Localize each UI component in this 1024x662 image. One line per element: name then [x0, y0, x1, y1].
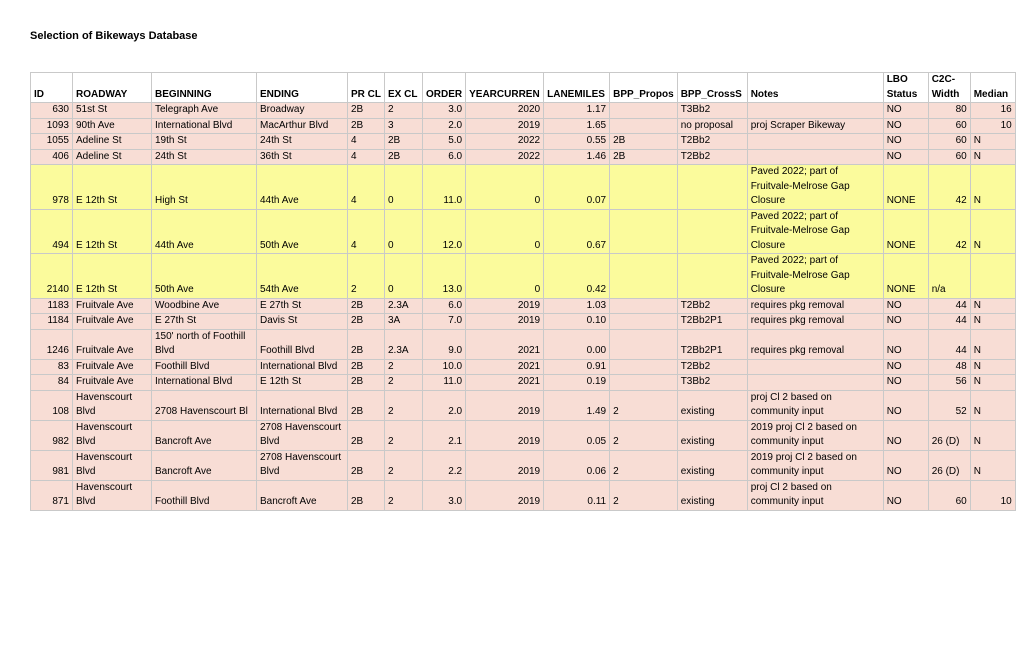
- table-cell-pr-cl: 4: [348, 209, 385, 254]
- table-cell-notes: Paved 2022; part of Fruitvale-Melrose Gap Closure: [747, 254, 883, 299]
- table-cell-bpp-crosss: T2Bb2: [677, 298, 747, 314]
- table-cell-order: 2.2: [423, 450, 466, 480]
- table-cell-beginning: 44th Ave: [152, 209, 257, 254]
- table-cell-bpp-propos: [610, 165, 678, 210]
- table-cell-lanemiles: 1.49: [544, 390, 610, 420]
- table-row: [31, 480, 1016, 510]
- table-cell-ex-cl: 3A: [385, 314, 423, 330]
- table-cell-c2c-width: 26 (D): [928, 420, 970, 450]
- table-cell-ending: Foothill Blvd: [257, 329, 348, 359]
- table-cell-roadway: E 12th St: [73, 165, 152, 210]
- table-cell-notes: [747, 103, 883, 119]
- table-cell-order: 9.0: [423, 329, 466, 359]
- table-cell-bpp-crosss: T2Bb2P1: [677, 329, 747, 359]
- table-header: [31, 73, 1016, 103]
- table-cell-lanemiles: 1.65: [544, 118, 610, 134]
- table-cell-yearcurren: 2019: [466, 314, 544, 330]
- table-cell-lanemiles: 0.10: [544, 314, 610, 330]
- table-cell-yearcurren: 2019: [466, 118, 544, 134]
- table-cell-bpp-crosss: [677, 254, 747, 299]
- table-cell-lanemiles: 0.19: [544, 375, 610, 391]
- table-cell-ex-cl: 3: [385, 118, 423, 134]
- table-cell-beginning: E 27th St: [152, 314, 257, 330]
- table-cell-ending: 50th Ave: [257, 209, 348, 254]
- table-cell-yearcurren: 2019: [466, 450, 544, 480]
- table-cell-beginning: 50th Ave: [152, 254, 257, 299]
- table-cell-beginning: 2708 Havenscourt Bl: [152, 390, 257, 420]
- table-cell-id: 871: [31, 480, 73, 510]
- table-cell-ending: International Blvd: [257, 390, 348, 420]
- table-cell-notes: proj Cl 2 based on community input: [747, 390, 883, 420]
- table-cell-id: 982: [31, 420, 73, 450]
- column-header: Median: [970, 73, 1015, 103]
- table-cell-lanemiles: 0.55: [544, 134, 610, 150]
- table-cell-pr-cl: 2B: [348, 390, 385, 420]
- table-cell-bpp-crosss: [677, 165, 747, 210]
- table-cell-lbo-status: NO: [883, 329, 928, 359]
- table-cell-median: N: [970, 450, 1015, 480]
- table-cell-order: 13.0: [423, 254, 466, 299]
- table-cell-bpp-propos: [610, 103, 678, 119]
- table-cell-c2c-width: 44: [928, 329, 970, 359]
- table-row: [31, 329, 1016, 359]
- table-cell-c2c-width: 44: [928, 314, 970, 330]
- table-cell-bpp-propos: [610, 254, 678, 299]
- table-cell-median: N: [970, 165, 1015, 210]
- table-cell-c2c-width: 60: [928, 134, 970, 150]
- table-cell-roadway: Fruitvale Ave: [73, 314, 152, 330]
- table-cell-pr-cl: 2B: [348, 314, 385, 330]
- table-body: [31, 103, 1016, 511]
- table-cell-bpp-crosss: T2Bb2P1: [677, 314, 747, 330]
- table-cell-pr-cl: 2B: [348, 480, 385, 510]
- table-cell-ending: Davis St: [257, 314, 348, 330]
- table-cell-notes: [747, 149, 883, 165]
- column-header: EX CL: [385, 73, 423, 103]
- table-cell-notes: proj Cl 2 based on community input: [747, 480, 883, 510]
- table-cell-c2c-width: 42: [928, 209, 970, 254]
- table-cell-median: N: [970, 390, 1015, 420]
- table-cell-ex-cl: 2: [385, 103, 423, 119]
- table-row: [31, 118, 1016, 134]
- table-cell-c2c-width: 60: [928, 149, 970, 165]
- table-cell-median: N: [970, 149, 1015, 165]
- table-cell-lanemiles: 0.67: [544, 209, 610, 254]
- table-cell-roadway: Havenscourt Blvd: [73, 450, 152, 480]
- table-cell-lbo-status: NO: [883, 134, 928, 150]
- table-cell-lanemiles: 1.17: [544, 103, 610, 119]
- table-cell-pr-cl: 4: [348, 165, 385, 210]
- table-cell-median: [970, 254, 1015, 299]
- column-header: C2C-Width: [928, 73, 970, 103]
- table-cell-c2c-width: 56: [928, 375, 970, 391]
- table-cell-order: 11.0: [423, 375, 466, 391]
- table-row: [31, 103, 1016, 119]
- column-header: YEARCURREN: [466, 73, 544, 103]
- column-header: ENDING: [257, 73, 348, 103]
- table-cell-order: 12.0: [423, 209, 466, 254]
- table-cell-beginning: Telegraph Ave: [152, 103, 257, 119]
- table-cell-bpp-crosss: no proposal: [677, 118, 747, 134]
- table-cell-beginning: Bancroft Ave: [152, 420, 257, 450]
- table-cell-order: 6.0: [423, 298, 466, 314]
- table-cell-bpp-propos: [610, 314, 678, 330]
- table-cell-pr-cl: 4: [348, 134, 385, 150]
- table-cell-yearcurren: 2019: [466, 480, 544, 510]
- table-row: [31, 359, 1016, 375]
- column-header: BPP_CrossS: [677, 73, 747, 103]
- table-row: [31, 134, 1016, 150]
- table-row: [31, 420, 1016, 450]
- table-cell-notes: 2019 proj Cl 2 based on community input: [747, 450, 883, 480]
- table-cell-order: 3.0: [423, 103, 466, 119]
- table-cell-ex-cl: 2.3A: [385, 298, 423, 314]
- table-cell-bpp-propos: [610, 118, 678, 134]
- table-row: [31, 298, 1016, 314]
- table-cell-ex-cl: 2: [385, 480, 423, 510]
- table-cell-lbo-status: NO: [883, 103, 928, 119]
- table-cell-order: 2.0: [423, 118, 466, 134]
- table-cell-beginning: Foothill Blvd: [152, 359, 257, 375]
- table-cell-lbo-status: NONE: [883, 254, 928, 299]
- table-row: [31, 390, 1016, 420]
- table-cell-ending: International Blvd: [257, 359, 348, 375]
- table-cell-pr-cl: 2: [348, 254, 385, 299]
- table-cell-c2c-width: 80: [928, 103, 970, 119]
- table-cell-median: N: [970, 314, 1015, 330]
- table-cell-ex-cl: 2B: [385, 134, 423, 150]
- table-cell-lbo-status: NONE: [883, 165, 928, 210]
- table-cell-bpp-propos: 2: [610, 450, 678, 480]
- table-cell-id: 1246: [31, 329, 73, 359]
- table-cell-order: 5.0: [423, 134, 466, 150]
- table-cell-ending: E 12th St: [257, 375, 348, 391]
- table-row: [31, 254, 1016, 299]
- table-cell-pr-cl: 2B: [348, 450, 385, 480]
- table-cell-id: 981: [31, 450, 73, 480]
- table-cell-ending: 36th St: [257, 149, 348, 165]
- table-cell-beginning: International Blvd: [152, 118, 257, 134]
- table-cell-lbo-status: NO: [883, 375, 928, 391]
- table-cell-beginning: High St: [152, 165, 257, 210]
- table-cell-bpp-propos: [610, 209, 678, 254]
- table-cell-lanemiles: 0.42: [544, 254, 610, 299]
- table-cell-id: 84: [31, 375, 73, 391]
- table-cell-bpp-propos: [610, 359, 678, 375]
- table-cell-roadway: Adeline St: [73, 149, 152, 165]
- column-header: LANEMILES: [544, 73, 610, 103]
- table-cell-ex-cl: 2: [385, 420, 423, 450]
- table-cell-ending: 2708 Havenscourt Blvd: [257, 450, 348, 480]
- table-cell-yearcurren: 2021: [466, 329, 544, 359]
- table-cell-id: 1093: [31, 118, 73, 134]
- table-cell-yearcurren: 2019: [466, 298, 544, 314]
- table-row: [31, 450, 1016, 480]
- table-cell-order: 11.0: [423, 165, 466, 210]
- table-cell-notes: requires pkg removal: [747, 314, 883, 330]
- table-cell-c2c-width: n/a: [928, 254, 970, 299]
- table-cell-ex-cl: 2: [385, 359, 423, 375]
- table-cell-notes: Paved 2022; part of Fruitvale-Melrose Gap Closure: [747, 165, 883, 210]
- table-cell-lbo-status: NO: [883, 480, 928, 510]
- table-cell-median: N: [970, 420, 1015, 450]
- table-cell-id: 1183: [31, 298, 73, 314]
- table-cell-yearcurren: 2022: [466, 134, 544, 150]
- column-header: ROADWAY: [73, 73, 152, 103]
- column-header: LBO Status: [883, 73, 928, 103]
- table-row: [31, 149, 1016, 165]
- table-cell-order: 3.0: [423, 480, 466, 510]
- table-cell-yearcurren: 0: [466, 254, 544, 299]
- table-cell-lanemiles: 1.46: [544, 149, 610, 165]
- table-cell-ending: E 27th St: [257, 298, 348, 314]
- table-cell-roadway: 90th Ave: [73, 118, 152, 134]
- table-cell-notes: [747, 375, 883, 391]
- table-cell-ex-cl: 2: [385, 375, 423, 391]
- table-cell-beginning: International Blvd: [152, 375, 257, 391]
- column-header: Notes: [747, 73, 883, 103]
- table-cell-notes: [747, 134, 883, 150]
- table-cell-id: 406: [31, 149, 73, 165]
- table-cell-pr-cl: 4: [348, 149, 385, 165]
- table-cell-median: 16: [970, 103, 1015, 119]
- table-cell-ex-cl: 2: [385, 450, 423, 480]
- table-cell-beginning: 19th St: [152, 134, 257, 150]
- table-cell-pr-cl: 2B: [348, 298, 385, 314]
- table-cell-lanemiles: 0.05: [544, 420, 610, 450]
- table-cell-id: 494: [31, 209, 73, 254]
- table-cell-yearcurren: 0: [466, 165, 544, 210]
- table-cell-roadway: Adeline St: [73, 134, 152, 150]
- table-cell-ending: 24th St: [257, 134, 348, 150]
- table-row: [31, 375, 1016, 391]
- table-cell-bpp-crosss: T3Bb2: [677, 103, 747, 119]
- table-cell-bpp-propos: 2B: [610, 149, 678, 165]
- table-cell-c2c-width: 60: [928, 480, 970, 510]
- table-cell-id: 1184: [31, 314, 73, 330]
- table-cell-yearcurren: 2019: [466, 390, 544, 420]
- table-cell-median: N: [970, 298, 1015, 314]
- table-cell-ex-cl: 2B: [385, 149, 423, 165]
- table-cell-bpp-propos: 2B: [610, 134, 678, 150]
- table-cell-c2c-width: 48: [928, 359, 970, 375]
- table-cell-order: 2.0: [423, 390, 466, 420]
- table-cell-lanemiles: 0.91: [544, 359, 610, 375]
- table-cell-bpp-crosss: existing: [677, 390, 747, 420]
- table-cell-roadway: Fruitvale Ave: [73, 329, 152, 359]
- table-cell-roadway: Fruitvale Ave: [73, 375, 152, 391]
- table-cell-yearcurren: 2021: [466, 375, 544, 391]
- table-cell-lbo-status: NO: [883, 359, 928, 375]
- table-cell-beginning: Bancroft Ave: [152, 450, 257, 480]
- table-cell-c2c-width: 42: [928, 165, 970, 210]
- table-cell-ending: 54th Ave: [257, 254, 348, 299]
- table-cell-lbo-status: NO: [883, 298, 928, 314]
- table-cell-lanemiles: 0.07: [544, 165, 610, 210]
- table-cell-ending: Broadway: [257, 103, 348, 119]
- table-row: [31, 314, 1016, 330]
- table-cell-id: 108: [31, 390, 73, 420]
- table-cell-notes: requires pkg removal: [747, 298, 883, 314]
- table-cell-lanemiles: 0.00: [544, 329, 610, 359]
- table-cell-lanemiles: 1.03: [544, 298, 610, 314]
- table-cell-median: N: [970, 329, 1015, 359]
- table-cell-pr-cl: 2B: [348, 103, 385, 119]
- table-cell-lbo-status: NO: [883, 450, 928, 480]
- table-cell-ending: MacArthur Blvd: [257, 118, 348, 134]
- table-cell-order: 6.0: [423, 149, 466, 165]
- column-header: BEGINNING: [152, 73, 257, 103]
- table-cell-bpp-crosss: existing: [677, 450, 747, 480]
- table-cell-notes: 2019 proj Cl 2 based on community input: [747, 420, 883, 450]
- table-cell-roadway: E 12th St: [73, 254, 152, 299]
- table-cell-roadway: Fruitvale Ave: [73, 359, 152, 375]
- table-row: [31, 209, 1016, 254]
- table-cell-pr-cl: 2B: [348, 329, 385, 359]
- table-cell-bpp-crosss: existing: [677, 480, 747, 510]
- table-cell-notes: requires pkg removal: [747, 329, 883, 359]
- table-cell-bpp-crosss: [677, 209, 747, 254]
- table-cell-beginning: Foothill Blvd: [152, 480, 257, 510]
- table-cell-order: 7.0: [423, 314, 466, 330]
- table-cell-median: N: [970, 209, 1015, 254]
- table-cell-ending: 44th Ave: [257, 165, 348, 210]
- table-cell-ex-cl: 2: [385, 390, 423, 420]
- column-header: ID: [31, 73, 73, 103]
- table-cell-bpp-crosss: existing: [677, 420, 747, 450]
- table-cell-lbo-status: NO: [883, 420, 928, 450]
- table-cell-order: 10.0: [423, 359, 466, 375]
- table-cell-ex-cl: 0: [385, 165, 423, 210]
- table-cell-id: 2140: [31, 254, 73, 299]
- table-cell-pr-cl: 2B: [348, 375, 385, 391]
- table-cell-lbo-status: NO: [883, 390, 928, 420]
- table-cell-roadway: Havenscourt Blvd: [73, 420, 152, 450]
- table-cell-yearcurren: 2021: [466, 359, 544, 375]
- table-cell-bpp-crosss: T2Bb2: [677, 359, 747, 375]
- table-cell-ending: 2708 Havenscourt Blvd: [257, 420, 348, 450]
- table-cell-id: 1055: [31, 134, 73, 150]
- table-cell-bpp-propos: [610, 329, 678, 359]
- table-cell-bpp-propos: 2: [610, 390, 678, 420]
- table-cell-roadway: E 12th St: [73, 209, 152, 254]
- table-cell-lbo-status: NO: [883, 149, 928, 165]
- table-cell-ex-cl: 0: [385, 254, 423, 299]
- table-cell-lbo-status: NO: [883, 118, 928, 134]
- table-cell-notes: [747, 359, 883, 375]
- column-header: BPP_Propos: [610, 73, 678, 103]
- table-cell-median: N: [970, 134, 1015, 150]
- table-cell-yearcurren: 2019: [466, 420, 544, 450]
- table-cell-roadway: Havenscourt Blvd: [73, 480, 152, 510]
- table-cell-c2c-width: 52: [928, 390, 970, 420]
- table-cell-beginning: 24th St: [152, 149, 257, 165]
- table-cell-c2c-width: 44: [928, 298, 970, 314]
- table-cell-notes: Paved 2022; part of Fruitvale-Melrose Gap Closure: [747, 209, 883, 254]
- table-cell-median: 10: [970, 118, 1015, 134]
- table-cell-pr-cl: 2B: [348, 118, 385, 134]
- table-cell-pr-cl: 2B: [348, 359, 385, 375]
- page-title: Selection of Bikeways Database: [30, 30, 198, 42]
- table-cell-order: 2.1: [423, 420, 466, 450]
- table-cell-bpp-crosss: T3Bb2: [677, 375, 747, 391]
- table-cell-lbo-status: NO: [883, 314, 928, 330]
- table-cell-roadway: Havenscourt Blvd: [73, 390, 152, 420]
- table-cell-beginning: Woodbine Ave: [152, 298, 257, 314]
- table-cell-ex-cl: 0: [385, 209, 423, 254]
- table-cell-lbo-status: NONE: [883, 209, 928, 254]
- table-cell-notes: proj Scraper Bikeway: [747, 118, 883, 134]
- table-cell-id: 978: [31, 165, 73, 210]
- table-cell-lanemiles: 0.11: [544, 480, 610, 510]
- table-cell-median: 10: [970, 480, 1015, 510]
- table-cell-bpp-crosss: T2Bb2: [677, 134, 747, 150]
- table-cell-id: 630: [31, 103, 73, 119]
- table-cell-ending: Bancroft Ave: [257, 480, 348, 510]
- table-cell-c2c-width: 26 (D): [928, 450, 970, 480]
- table-cell-pr-cl: 2B: [348, 420, 385, 450]
- table-cell-yearcurren: 2020: [466, 103, 544, 119]
- table-cell-beginning: 150' north of Foothill Blvd: [152, 329, 257, 359]
- table-cell-median: N: [970, 359, 1015, 375]
- table-cell-yearcurren: 2022: [466, 149, 544, 165]
- column-header: PR CL: [348, 73, 385, 103]
- table-row: [31, 165, 1016, 210]
- table-cell-id: 83: [31, 359, 73, 375]
- table-cell-yearcurren: 0: [466, 209, 544, 254]
- column-header: ORDER: [423, 73, 466, 103]
- bikeways-table: [30, 72, 1016, 511]
- table-cell-lanemiles: 0.06: [544, 450, 610, 480]
- table-cell-bpp-propos: 2: [610, 420, 678, 450]
- table-cell-bpp-propos: [610, 375, 678, 391]
- table-cell-bpp-crosss: T2Bb2: [677, 149, 747, 165]
- table-cell-roadway: Fruitvale Ave: [73, 298, 152, 314]
- table-cell-roadway: 51st St: [73, 103, 152, 119]
- table-cell-bpp-propos: [610, 298, 678, 314]
- table-cell-bpp-propos: 2: [610, 480, 678, 510]
- table-cell-median: N: [970, 375, 1015, 391]
- table-cell-ex-cl: 2.3A: [385, 329, 423, 359]
- table-cell-c2c-width: 60: [928, 118, 970, 134]
